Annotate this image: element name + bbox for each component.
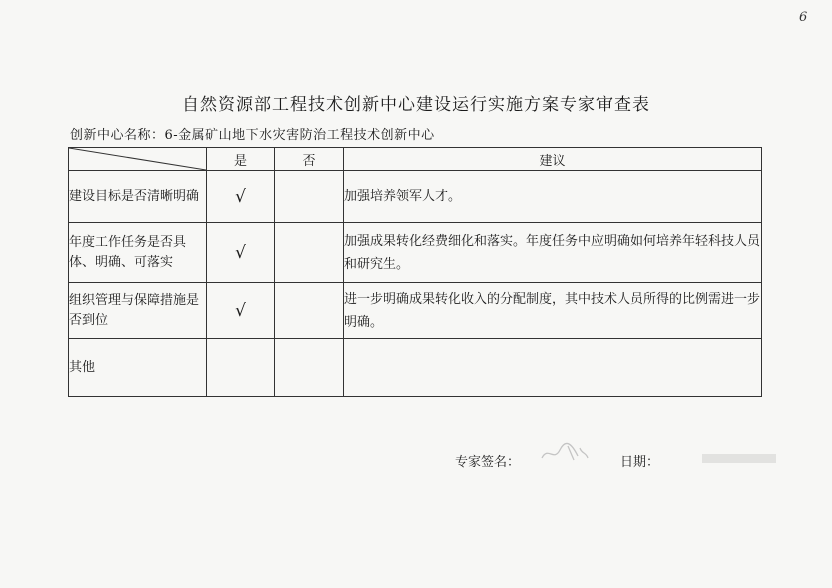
- diagonal-line: [69, 148, 206, 170]
- smudge-mark: [700, 450, 780, 468]
- row-item: 其他: [69, 339, 207, 397]
- row-item: 年度工作任务是否具体、明确、可落实: [69, 223, 207, 283]
- no-cell: [275, 283, 344, 339]
- table-row: [69, 339, 762, 397]
- no-cell: [275, 171, 344, 223]
- table-row: [69, 223, 762, 283]
- diagonal-header-cell: [69, 148, 207, 171]
- date-label: 日期：: [620, 455, 660, 470]
- no-cell: [275, 223, 344, 283]
- yes-checkmark: √: [207, 283, 275, 339]
- signature-label: 专家签名：: [455, 455, 521, 470]
- row-item: 组织管理与保障措施是否到位: [69, 283, 207, 339]
- row-advice: 加强培养领军人才。: [344, 171, 762, 223]
- page-number: 6: [799, 10, 808, 25]
- no-cell: [275, 339, 344, 397]
- row-item: 建设目标是否清晰明确: [69, 171, 207, 223]
- header-yes: 是: [207, 148, 275, 171]
- row-advice: [344, 339, 762, 397]
- table-row: [69, 171, 762, 223]
- center-name: 创新中心名称：6-金属矿山地下水灾害防治工程技术创新中心: [70, 128, 435, 143]
- row-advice: 加强成果转化经费细化和落实。年度任务中应明确如何培养年轻科技人员和研究生。: [344, 223, 762, 283]
- yes-cell: [207, 339, 275, 397]
- table-row: [69, 283, 762, 339]
- page-title: 自然资源部工程技术创新中心建设运行实施方案专家审查表: [182, 95, 650, 115]
- header-no: 否: [275, 148, 344, 171]
- table-header-row: [69, 148, 762, 171]
- yes-checkmark: √: [207, 223, 275, 283]
- signature-scribble: [538, 438, 590, 466]
- row-advice: 进一步明确成果转化收入的分配制度，其中技术人员所得的比例需进一步明确。: [344, 283, 762, 339]
- header-advice: 建议: [344, 148, 762, 171]
- yes-checkmark: √: [207, 171, 275, 223]
- review-table: [68, 147, 762, 397]
